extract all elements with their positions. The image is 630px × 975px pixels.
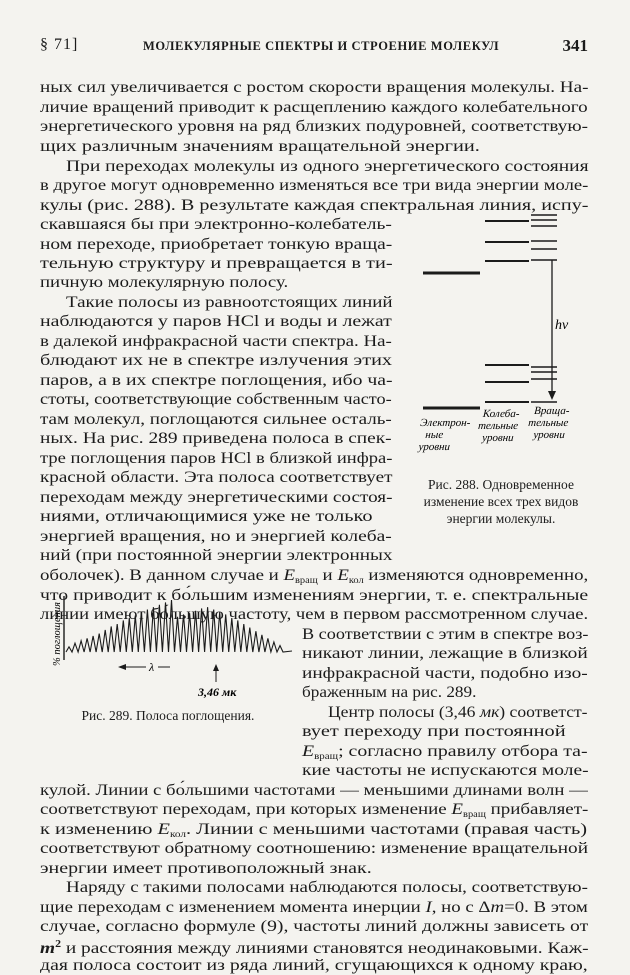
figure-289-caption: Рис. 289. Полоса поглощения. (81, 708, 255, 723)
text-line: кие частоты не испускаются моле- (302, 760, 589, 779)
text-line: Такие полосы из равноотстоящих линий (66, 292, 393, 311)
label-electronic: уровни (418, 441, 451, 453)
text-line: браженным на рис. 289. (302, 682, 477, 701)
text-line: переходам между энергетическими состоя- (40, 487, 393, 506)
figure-288-energy-diagram (405, 212, 595, 474)
center-label: 3,46 мк (198, 685, 237, 699)
text-line: вует переходу при постоянной (302, 721, 566, 740)
text-line: дая полоса состоит из ряда линий, сгущающихся к одному краю, (40, 955, 588, 974)
y-axis-label: % поглощения (52, 602, 63, 666)
text-line: соответствуют обратному соотношению: изменение вращательной (40, 838, 589, 857)
arrow-head-icon (548, 391, 556, 400)
label-vibrational: тельные (477, 420, 519, 432)
text-line: оболочек). В данном случае и $E_{вращ}$ и $E_{кол}$ изменяются одновременно, (40, 565, 589, 585)
label-vibrational: Колеба- (482, 408, 520, 420)
text-line: энергии имеет противоположный знак. (40, 858, 372, 877)
figure-289-absorption-band (40, 588, 298, 706)
text-line: что приводит к бо́льшим изменениям энергии, т. е. спектральные (40, 585, 589, 604)
spectrum-line (66, 600, 292, 652)
running-title: МОЛЕКУЛЯРНЫЕ СПЕКТРЫ И СТРОЕНИЕ МОЛЕКУЛ (143, 39, 500, 53)
text-line: Центр полосы (3,46 мк) соответст- (328, 702, 588, 721)
text-line: ных. На рис. 289 приведена полоса в спек- (40, 428, 392, 447)
lambda-arrow-head-icon (118, 664, 126, 670)
text-line: энергией вращения, но и энергией колеба- (40, 526, 392, 545)
label-rotational: тельные (527, 417, 569, 429)
text-line: наблюдаются у паров HCl и воды и лежат (40, 311, 392, 330)
text-line: скавшаяся бы при электронно-колебатель- (40, 214, 392, 233)
text-line: паров, а в их спектре поглощения, ибо ча- (40, 370, 393, 389)
label-rotational: уровни (532, 429, 566, 441)
section-number: § 71] (40, 36, 79, 53)
text-line: линии имеют бо́льшую частоту, чем в первом рассмотренном случае. (40, 604, 589, 623)
text-line: соответствуют переходам, при которых изменение $E_{вращ}$ прибавляет- (40, 799, 589, 819)
text-line: ных сил увеличивается с ростом скорости вращения молекулы. На- (40, 77, 589, 96)
label-rotational: Враща- (533, 405, 570, 417)
text-line: инфракрасной части, подобно изо- (302, 663, 588, 682)
text-line: кулой. Линии с бо́льшими частотами — меньшими длинами волн — (40, 780, 588, 799)
text-line: При переходах молекулы из одного энергетического состояния (66, 156, 589, 175)
text-line: ном переходе, приобретает тонкую враща- (40, 234, 393, 253)
hv-label: hν (555, 318, 569, 333)
text-line: щие переходам с изменением момента инерции I, но с Δm=0. В этом (40, 897, 588, 916)
text-line: В соответствии с этим в спектре воз- (302, 624, 589, 643)
label-electronic: Электрон- (419, 417, 471, 429)
text-line: ниями, отличающимися уже не только (40, 506, 373, 525)
text-line: Наряду с такими полосами наблюдаются полосы, соответствую- (66, 877, 588, 896)
text-line: $m^2$ и расстояния между линиями становятся неодинаковыми. Каж- (40, 938, 589, 957)
text-line: красной области. Эта полоса соответствует (40, 467, 393, 486)
text-line: пичную молекулярную полосу. (40, 272, 289, 291)
text-line: тельную структуру и превращается в ти- (40, 253, 393, 272)
text-line: стоты, соответствующие собственным часто- (40, 389, 392, 408)
center-arrow-icon (213, 664, 219, 671)
text-line: $E_{вращ}$; согласно правилу отбора та- (302, 741, 588, 761)
text-line: блюдают их не в спектре излучения этих (40, 350, 393, 369)
text-line: там молекул, поглощаются сильнее осталь- (40, 409, 392, 428)
text-line: тре поглощения паров HCl в близкой инфра- (40, 448, 393, 467)
lambda-label: λ (149, 660, 155, 674)
text-line: кулы (рис. 288). В результате каждая спектральная линия, испу- (40, 195, 589, 214)
running-header (40, 36, 588, 58)
text-line: личие вращений приводит к расщеплению каждого колебательного (40, 97, 588, 116)
text-line: к изменению $E_{кол}$. Линии с меньшими частотами (правая часть) (40, 819, 588, 839)
text-line: случае, согласно формуле (9), частоты линий должны зависеть от (40, 916, 589, 935)
label-vibrational: уровни (481, 432, 515, 444)
text-line: ний (при постоянной энергии электронных (40, 545, 393, 564)
text-line: щих различным значениям вращательной энергии. (40, 136, 480, 155)
label-electronic: ные (424, 429, 444, 441)
text-line: в далекой инфракрасной части спектра. На- (40, 331, 392, 350)
text-line: в другое могут одновременно изменяться все три вида энергии моле- (40, 175, 589, 194)
text-line: никают линии, лежащие в близкой (302, 643, 588, 662)
page-number: 341 (562, 36, 588, 55)
figure-288-caption: Рис. 288. Одновременное изменение всех трех видов энергии молекулы. (423, 477, 579, 526)
text-line: энергетического уровня на ряд близких подуровней, соответствую- (40, 116, 588, 135)
